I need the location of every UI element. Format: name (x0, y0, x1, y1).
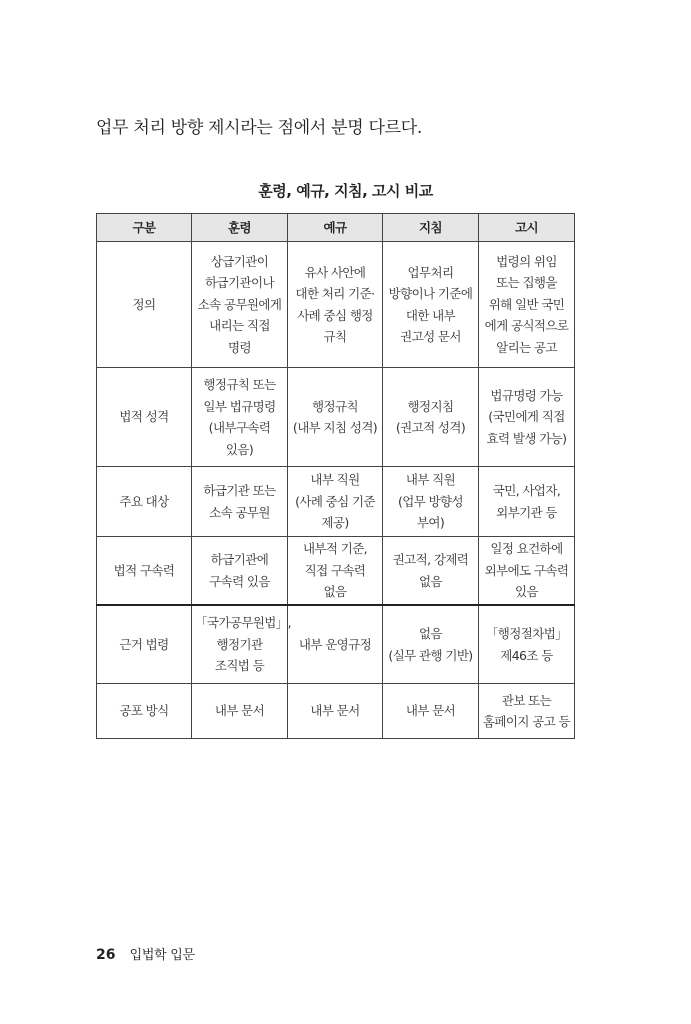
cell-text-line: 내부적 기준, (302, 541, 368, 557)
cell-text-line: 하급기관이나 (205, 275, 274, 291)
comparison-table (96, 213, 575, 739)
cell-text-line: 방향이나 기준에 (388, 286, 473, 301)
table-cell (383, 537, 479, 606)
table-cell (288, 537, 383, 606)
cell-text-line: 업무처리 (407, 264, 454, 280)
header-hunryeong: 훈령 (192, 214, 288, 242)
cell-text-line: 없음 (323, 584, 347, 600)
cell-text-line: (국민에게 직접 (488, 409, 565, 425)
cell-text-line: 규칙 (323, 329, 347, 344)
cell-text-line: 조직법 등 (214, 658, 265, 674)
table-cell (192, 467, 288, 537)
table-row (97, 684, 575, 739)
header-yegyu: 예규 (288, 214, 383, 242)
cell-text-line: 행정규칙 또는 (203, 377, 276, 392)
cell-text-line: 법규명령 가능 (490, 387, 563, 403)
table-cell (288, 684, 383, 739)
cell-text-line: 일정 요건하에 (490, 541, 563, 557)
cell-text-line: 일부 법규명령 (203, 398, 276, 414)
cell-text-line: 행정지침 (407, 398, 454, 414)
table-cell (383, 242, 479, 368)
table-cell (192, 537, 288, 606)
cell-text-line: 대한 내부 (405, 307, 456, 323)
cell-text-line: 행정규칙 (312, 398, 358, 414)
cell-text-line: 제46조 등 (500, 647, 553, 663)
cell-text-line: 하급기관 또는 (203, 483, 276, 498)
cell-text-line: 외부기관 등 (496, 504, 557, 520)
cell-text-line: (권고적 성격) (395, 420, 466, 435)
cell-text-line: 제공) (321, 515, 349, 531)
cell-text-line: 또는 집행을 (496, 275, 557, 291)
cell-text-line: 에게 공식적으로 (484, 318, 569, 334)
table-title: 훈령, 예규, 지침, 고시 비교 (258, 182, 433, 200)
cell-text-line: 권고성 문서 (400, 329, 461, 344)
cell-text-line: 「행정절차법」 (485, 626, 568, 641)
cell-text-line: 행정기관 (216, 636, 263, 652)
cell-text-line: 상급기관이 (210, 253, 269, 269)
cell-text-line: 내부 문서 (310, 703, 360, 719)
table-cell (192, 684, 288, 739)
row-label: 정의 (97, 242, 192, 368)
cell-text-line: 소속 공무원에게 (197, 296, 282, 312)
table-cell (479, 605, 575, 684)
cell-text-line: 「국가공무원법」, (195, 615, 292, 631)
header-gosi: 고시 (479, 214, 575, 242)
table-cell (383, 605, 479, 684)
header-category: 구분 (97, 214, 192, 242)
cell-text-line: 국민, 사업자, (492, 483, 561, 498)
cell-text-line: (업무 방향성 (397, 493, 464, 509)
cell-text-line: 내부 운영규정 (298, 636, 372, 652)
cell-text-line: 법령의 위임 (496, 253, 557, 269)
row-label: 법적 구속력 (97, 537, 192, 606)
cell-text-line: 없음 (419, 626, 442, 641)
table-cell (479, 467, 575, 537)
table-cell (383, 368, 479, 467)
cell-text-line: 있음 (515, 584, 538, 600)
cell-text-line: 관보 또는 (501, 692, 552, 708)
row-label: 주요 대상 (97, 467, 192, 537)
table-row (97, 537, 575, 606)
cell-text-line: 사례 중심 행정 (297, 307, 373, 323)
body-paragraph: 업무 처리 방향 제시라는 점에서 분명 다르다. (96, 118, 422, 138)
cell-text-line: (내부 지침 성격) (292, 420, 378, 435)
cell-text-line: 내부 직원 (310, 472, 360, 488)
page-footer (96, 944, 195, 963)
cell-text-line: 홈페이지 공고 등 (482, 714, 571, 729)
table-cell (288, 242, 383, 368)
cell-text-line: (실무 관행 기반) (388, 647, 473, 663)
page-number: 26 (96, 947, 116, 963)
cell-text-line: 내리는 직접 (209, 318, 270, 334)
cell-text-line: 구속력 있음 (209, 573, 270, 589)
table-header-row (97, 214, 575, 242)
table-cell (479, 368, 575, 467)
cell-text-line: 권고적, 강제력 (392, 552, 469, 567)
cell-text-line: 내부 문서 (214, 703, 265, 719)
table-cell (383, 467, 479, 537)
row-label: 법적 성격 (97, 368, 192, 467)
table-cell (288, 368, 383, 467)
cell-text-line: 하급기관에 (210, 552, 269, 567)
cell-text-line: 부여) (416, 515, 445, 531)
row-label: 근거 법령 (97, 605, 192, 684)
cell-text-line: 직접 구속력 (304, 562, 366, 578)
cell-text-line: (내부구속력 (208, 420, 271, 435)
table-cell (192, 605, 292, 684)
header-jichim: 지침 (383, 214, 479, 242)
cell-text-line: 유사 사안에 (304, 264, 366, 280)
cell-text-line: 없음 (419, 573, 442, 589)
table-cell (288, 467, 383, 537)
table-cell (479, 684, 575, 739)
table-row (97, 605, 575, 684)
cell-text-line: 명령 (228, 339, 251, 355)
cell-text-line: (사례 중심 기준 (295, 493, 375, 509)
table-row (97, 467, 575, 537)
table-cell (383, 684, 479, 739)
cell-text-line: 알리는 공고 (496, 339, 557, 355)
table-row (97, 242, 575, 368)
cell-text-line: 위해 일반 국민 (488, 296, 565, 312)
table-cell (192, 242, 288, 368)
table-cell (479, 537, 575, 606)
cell-text-line: 효력 발생 가능) (486, 430, 567, 446)
table-cell (288, 605, 383, 684)
cell-text-line: 대한 처리 기준· (295, 286, 375, 301)
cell-text-line: 외부에도 구속력 (484, 562, 569, 578)
cell-text-line: 소속 공무원 (209, 504, 270, 520)
table-cell (192, 368, 288, 467)
cell-text-line: 내부 문서 (405, 703, 456, 719)
table-row (97, 368, 575, 467)
table-cell (479, 242, 575, 368)
cell-text-line: 내부 직원 (405, 472, 456, 488)
cell-text-line: 있음) (225, 441, 254, 457)
book-title: 입법학 입문 (129, 948, 195, 963)
row-label: 공포 방식 (97, 684, 192, 739)
